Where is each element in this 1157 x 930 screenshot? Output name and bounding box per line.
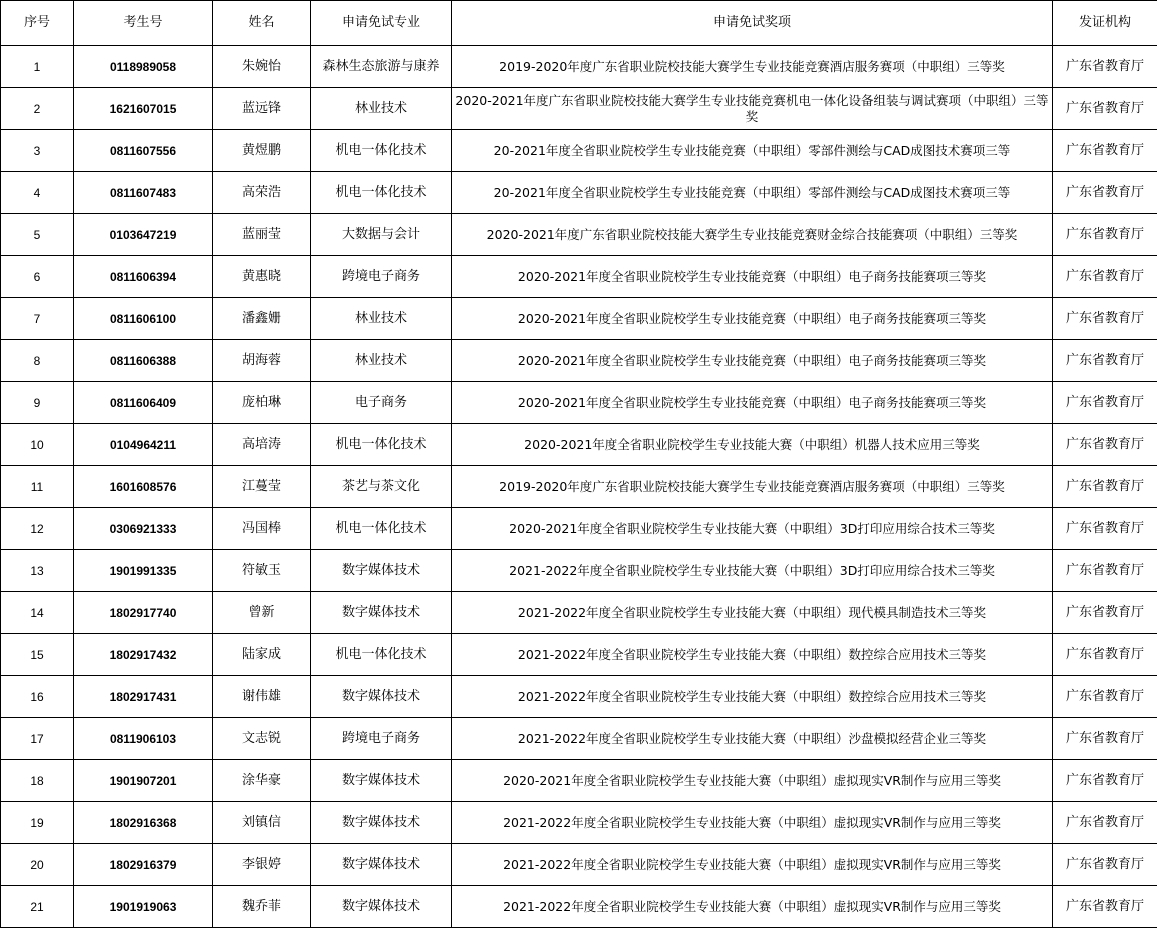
row-name: 高培涛: [213, 424, 311, 466]
row-exam-no: 1802916368: [74, 802, 213, 844]
row-issuer: 广东省教育厅: [1053, 46, 1157, 88]
row-award: 2019-2020年度广东省职业院校技能大赛学生专业技能竞赛酒店服务赛项（中职组）三等奖: [452, 46, 1053, 88]
row-name: 庞柏琳: [213, 382, 311, 424]
row-major: 数字媒体技术: [311, 760, 452, 802]
row-index: 17: [1, 718, 74, 760]
row-exam-no: 0104964211: [74, 424, 213, 466]
header-major: 申请免试专业: [311, 1, 452, 46]
row-award: 2020-2021年度全省职业院校学生专业技能竞赛（中职组）电子商务技能赛项三等奖: [452, 340, 1053, 382]
row-exam-no: 0811607483: [74, 172, 213, 214]
row-major: 机电一体化技术: [311, 172, 452, 214]
row-major: 林业技术: [311, 88, 452, 130]
row-name: 黄煜鹏: [213, 130, 311, 172]
row-major: 机电一体化技术: [311, 634, 452, 676]
table-row: [1, 466, 1157, 508]
row-name: 蓝远锋: [213, 88, 311, 130]
row-index: 7: [1, 298, 74, 340]
row-name: 曾新: [213, 592, 311, 634]
row-name: 文志锐: [213, 718, 311, 760]
row-exam-no: 1601608576: [74, 466, 213, 508]
row-issuer: 广东省教育厅: [1053, 382, 1157, 424]
row-award: 2021-2022年度全省职业院校学生专业技能大赛（中职组）数控综合应用技术三等奖: [452, 676, 1053, 718]
row-index: 1: [1, 46, 74, 88]
row-exam-no: 1802917432: [74, 634, 213, 676]
row-index: 9: [1, 382, 74, 424]
row-major: 数字媒体技术: [311, 592, 452, 634]
row-issuer: 广东省教育厅: [1053, 634, 1157, 676]
row-index: 8: [1, 340, 74, 382]
row-major: 数字媒体技术: [311, 802, 452, 844]
row-major: 数字媒体技术: [311, 550, 452, 592]
row-major: 大数据与会计: [311, 214, 452, 256]
table-row: [1, 130, 1157, 172]
row-index: 20: [1, 844, 74, 886]
table-row: [1, 634, 1157, 676]
row-issuer: 广东省教育厅: [1053, 760, 1157, 802]
row-index: 6: [1, 256, 74, 298]
row-index: 3: [1, 130, 74, 172]
row-major: 森林生态旅游与康养: [311, 46, 452, 88]
row-major: 数字媒体技术: [311, 844, 452, 886]
row-exam-no: 0811606409: [74, 382, 213, 424]
row-award: 2020-2021年度全省职业院校学生专业技能大赛（中职组）虚拟现实VR制作与应用三等奖: [452, 760, 1053, 802]
row-name: 陆家成: [213, 634, 311, 676]
table-row: [1, 88, 1157, 130]
table-row: [1, 340, 1157, 382]
row-exam-no: 0103647219: [74, 214, 213, 256]
row-award: 2021-2022年度全省职业院校学生专业技能大赛（中职组）虚拟现实VR制作与应用三等奖: [452, 886, 1053, 928]
header-award: 申请免试奖项: [452, 1, 1053, 46]
row-major: 机电一体化技术: [311, 130, 452, 172]
row-award: 2021-2022年度全省职业院校学生专业技能大赛（中职组）3D打印应用综合技术三等奖: [452, 550, 1053, 592]
row-name: 江蔓莹: [213, 466, 311, 508]
row-issuer: 广东省教育厅: [1053, 718, 1157, 760]
row-exam-no: 0811607556: [74, 130, 213, 172]
table-row: [1, 214, 1157, 256]
row-issuer: 广东省教育厅: [1053, 466, 1157, 508]
row-issuer: 广东省教育厅: [1053, 424, 1157, 466]
row-issuer: 广东省教育厅: [1053, 298, 1157, 340]
row-name: 符敏玉: [213, 550, 311, 592]
row-index: 4: [1, 172, 74, 214]
row-award: 2020-2021年度广东省职业院校技能大赛学生专业技能竞赛财金综合技能赛项（中职组）三等奖: [452, 214, 1053, 256]
row-exam-no: 1802917431: [74, 676, 213, 718]
header-issuer: 发证机构: [1053, 1, 1157, 46]
row-issuer: 广东省教育厅: [1053, 550, 1157, 592]
row-name: 潘鑫姗: [213, 298, 311, 340]
row-issuer: 广东省教育厅: [1053, 88, 1157, 130]
row-award: 2020-2021年度全省职业院校学生专业技能大赛（中职组）3D打印应用综合技术三等奖: [452, 508, 1053, 550]
row-exam-no: 1802917740: [74, 592, 213, 634]
row-award: 2019-2020年度广东省职业院校技能大赛学生专业技能竞赛酒店服务赛项（中职组）三等奖: [452, 466, 1053, 508]
row-name: 刘镇信: [213, 802, 311, 844]
row-index: 16: [1, 676, 74, 718]
row-major: 电子商务: [311, 382, 452, 424]
row-name: 李银婷: [213, 844, 311, 886]
row-index: 21: [1, 886, 74, 928]
row-index: 18: [1, 760, 74, 802]
row-exam-no: 0306921333: [74, 508, 213, 550]
row-index: 10: [1, 424, 74, 466]
row-issuer: 广东省教育厅: [1053, 592, 1157, 634]
table-row: [1, 424, 1157, 466]
table-row: [1, 886, 1157, 928]
row-major: 茶艺与茶文化: [311, 466, 452, 508]
row-index: 13: [1, 550, 74, 592]
row-index: 15: [1, 634, 74, 676]
row-award: 2021-2022年度全省职业院校学生专业技能大赛（中职组）虚拟现实VR制作与应用三等奖: [452, 844, 1053, 886]
header-row: [1, 1, 1157, 46]
row-issuer: 广东省教育厅: [1053, 172, 1157, 214]
header-exam-no: 考生号: [74, 1, 213, 46]
row-major: 机电一体化技术: [311, 508, 452, 550]
row-name: 涂华豪: [213, 760, 311, 802]
table-row: [1, 382, 1157, 424]
row-major: 跨境电子商务: [311, 718, 452, 760]
row-exam-no: 1901919063: [74, 886, 213, 928]
table-row: [1, 718, 1157, 760]
row-award: 2020-2021年度全省职业院校学生专业技能竞赛（中职组）电子商务技能赛项三等奖: [452, 298, 1053, 340]
row-exam-no: 0811606394: [74, 256, 213, 298]
row-index: 11: [1, 466, 74, 508]
table-row: [1, 802, 1157, 844]
row-issuer: 广东省教育厅: [1053, 844, 1157, 886]
table-row: [1, 172, 1157, 214]
row-award: 20-2021年度全省职业院校学生专业技能竞赛（中职组）零部件测绘与CAD成图技术赛项三等: [452, 130, 1053, 172]
row-award: 2020-2021年度全省职业院校学生专业技能大赛（中职组）机器人技术应用三等奖: [452, 424, 1053, 466]
table-row: [1, 760, 1157, 802]
row-award: 2021-2022年度全省职业院校学生专业技能大赛（中职组）虚拟现实VR制作与应用三等奖: [452, 802, 1053, 844]
row-exam-no: 0811906103: [74, 718, 213, 760]
row-issuer: 广东省教育厅: [1053, 802, 1157, 844]
row-major: 林业技术: [311, 298, 452, 340]
table-row: [1, 298, 1157, 340]
row-exam-no: 1621607015: [74, 88, 213, 130]
row-major: 机电一体化技术: [311, 424, 452, 466]
row-award: 2021-2022年度全省职业院校学生专业技能大赛（中职组）沙盘模拟经营企业三等奖: [452, 718, 1053, 760]
row-issuer: 广东省教育厅: [1053, 214, 1157, 256]
table-row: [1, 508, 1157, 550]
row-name: 胡海蓉: [213, 340, 311, 382]
row-award: 20-2021年度全省职业院校学生专业技能竞赛（中职组）零部件测绘与CAD成图技术赛项三等: [452, 172, 1053, 214]
row-exam-no: 1901991335: [74, 550, 213, 592]
row-issuer: 广东省教育厅: [1053, 130, 1157, 172]
header-name: 姓名: [213, 1, 311, 46]
row-name: 蓝丽莹: [213, 214, 311, 256]
row-name: 谢伟雄: [213, 676, 311, 718]
row-award: 2020-2021年度全省职业院校学生专业技能竞赛（中职组）电子商务技能赛项三等奖: [452, 382, 1053, 424]
row-index: 2: [1, 88, 74, 130]
row-issuer: 广东省教育厅: [1053, 886, 1157, 928]
table-body: [1, 46, 1157, 928]
row-exam-no: 1901907201: [74, 760, 213, 802]
header-index: 序号: [1, 1, 74, 46]
row-major: 林业技术: [311, 340, 452, 382]
table-row: [1, 676, 1157, 718]
row-exam-no: 1802916379: [74, 844, 213, 886]
row-award: 2020-2021年度全省职业院校学生专业技能竞赛（中职组）电子商务技能赛项三等奖: [452, 256, 1053, 298]
row-name: 黄惠晓: [213, 256, 311, 298]
row-name: 高荣浩: [213, 172, 311, 214]
table-row: [1, 844, 1157, 886]
table-row: [1, 550, 1157, 592]
table-row: [1, 256, 1157, 298]
row-issuer: 广东省教育厅: [1053, 508, 1157, 550]
row-major: 跨境电子商务: [311, 256, 452, 298]
row-index: 12: [1, 508, 74, 550]
row-exam-no: 0118989058: [74, 46, 213, 88]
row-index: 5: [1, 214, 74, 256]
table-row: [1, 46, 1157, 88]
row-name: 朱婉怡: [213, 46, 311, 88]
row-major: 数字媒体技术: [311, 676, 452, 718]
row-exam-no: 0811606100: [74, 298, 213, 340]
row-award: 2020-2021年度广东省职业院校技能大赛学生专业技能竞赛机电一体化设备组装与调试赛项（中职组）三等奖: [452, 88, 1053, 130]
row-major: 数字媒体技术: [311, 886, 452, 928]
row-index: 14: [1, 592, 74, 634]
row-issuer: 广东省教育厅: [1053, 340, 1157, 382]
row-name: 魏乔菲: [213, 886, 311, 928]
row-name: 冯国棒: [213, 508, 311, 550]
row-issuer: 广东省教育厅: [1053, 256, 1157, 298]
row-award: 2021-2022年度全省职业院校学生专业技能大赛（中职组）现代模具制造技术三等奖: [452, 592, 1053, 634]
table-row: [1, 592, 1157, 634]
row-issuer: 广东省教育厅: [1053, 676, 1157, 718]
row-award: 2021-2022年度全省职业院校学生专业技能大赛（中职组）数控综合应用技术三等奖: [452, 634, 1053, 676]
row-exam-no: 0811606388: [74, 340, 213, 382]
row-index: 19: [1, 802, 74, 844]
